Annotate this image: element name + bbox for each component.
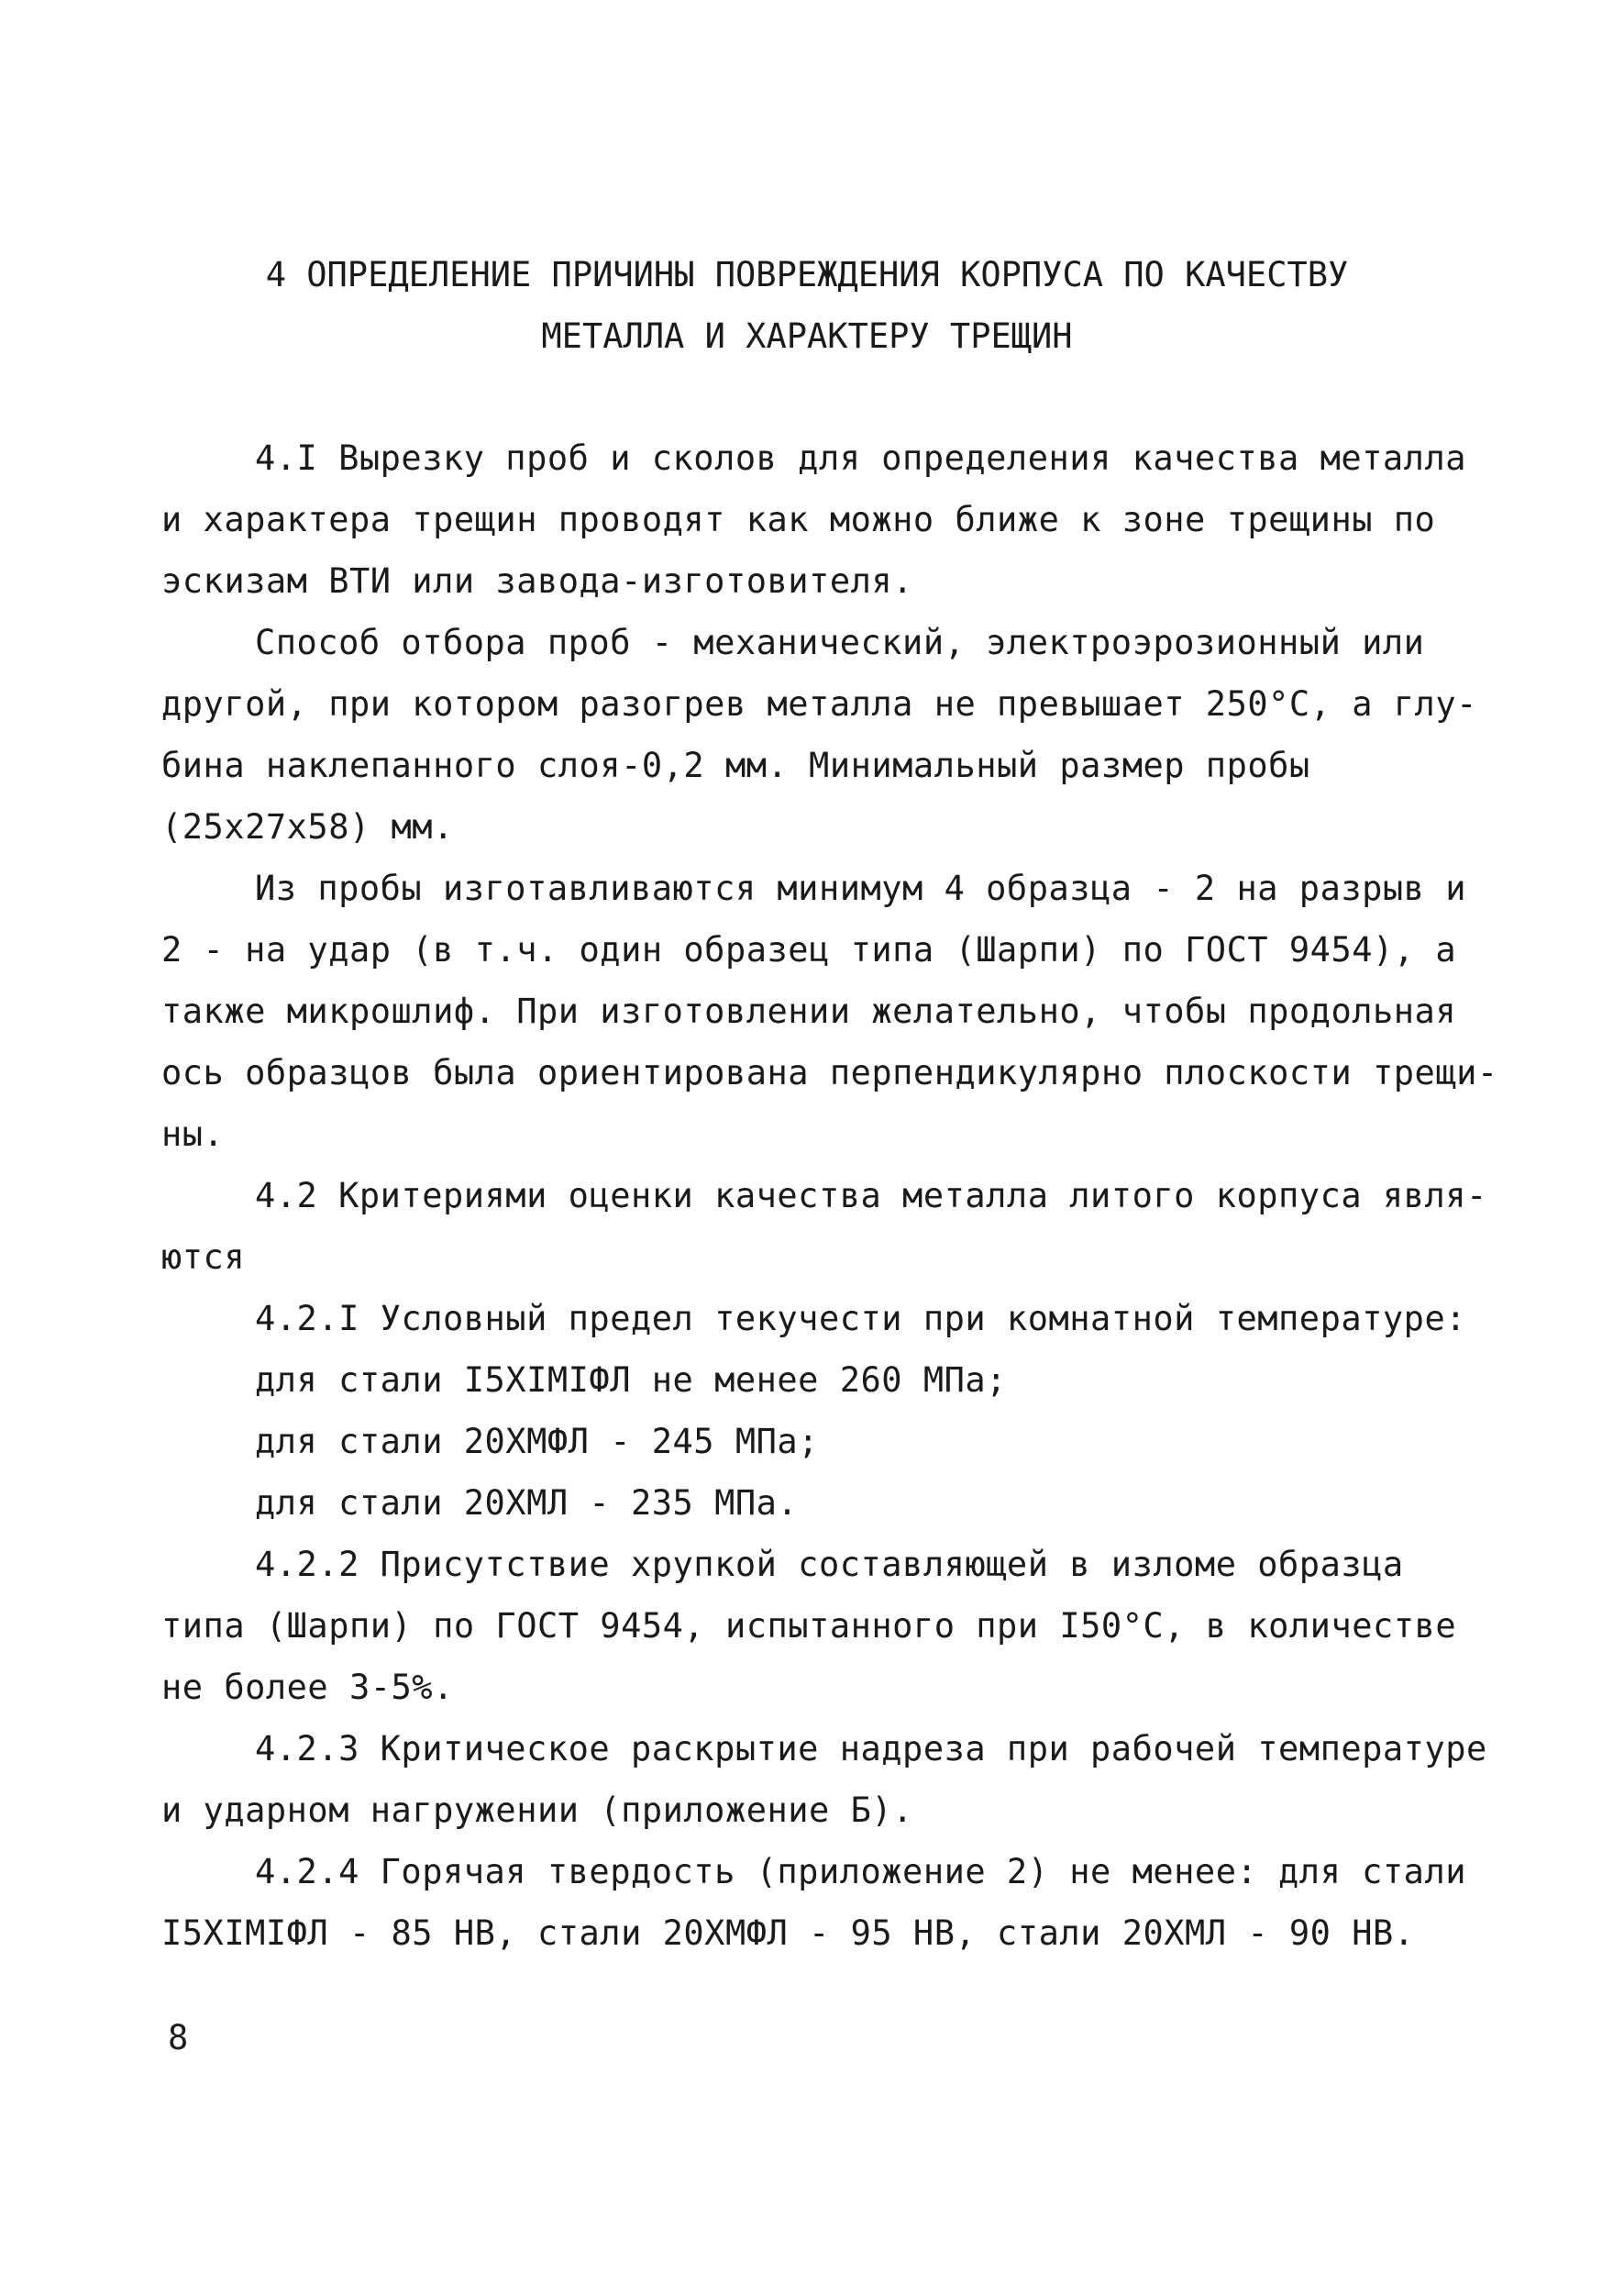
- text-line: 4.2.I Условный предел текучести при комнатной температуре:: [255, 1299, 1467, 1338]
- section-heading-line-2: МЕТАЛЛА И ХАРАКТЕРУ ТРЕЩИН: [541, 316, 1073, 356]
- text-line: 4.2 Критериями оценки качества металла литого корпуса явля-: [255, 1176, 1487, 1215]
- text-line: другой, при котором разогрев металла не превышает 250°С, а глу-: [161, 684, 1477, 724]
- text-line: 4.2.2 Присутствие хрупкой составляющей в изломе образца: [255, 1545, 1404, 1584]
- text-line: для стали I5XIMIФЛ не менее 260 МПа;: [255, 1360, 1007, 1400]
- text-line: Способ отбора проб - механический, электроэрозионный или: [255, 623, 1425, 662]
- text-line: (25x27x58) мм.: [161, 807, 454, 847]
- text-line: и ударном нагружении (приложение Б).: [161, 1791, 913, 1830]
- text-line: ось образцов была ориентирована перпендикулярно плоскости трещи-: [161, 1053, 1498, 1092]
- text-line: типа (Шарпи) по ГОСТ 9454, испытанного при I50°С, в количестве: [161, 1606, 1457, 1646]
- text-line: не более 3-5%.: [161, 1668, 454, 1707]
- text-line: 2 - на удар (в т.ч. один образец типа (Шарпи) по ГОСТ 9454), а: [161, 930, 1457, 970]
- text-line: 4.2.3 Критическое раскрытие надреза при рабочей температуре: [255, 1729, 1487, 1768]
- text-line: I5XIMIФЛ - 85 НВ, стали 20ХМФЛ - 95 НВ, стали 20ХМЛ - 90 НВ.: [161, 1913, 1415, 1953]
- text-line: 4.I Вырезку проб и сколов для определения качества металла: [255, 438, 1467, 478]
- text-line: для стали 20ХМФЛ - 245 МПа;: [255, 1422, 819, 1461]
- text-line: бина наклепанного слоя-0,2 мм. Минимальный размер пробы: [161, 746, 1310, 785]
- text-line: ются: [161, 1237, 246, 1277]
- text-line: и характера трещин проводят как можно ближе к зоне трещины по: [161, 500, 1436, 539]
- text-line: для стали 20ХМЛ - 235 МПа.: [255, 1483, 799, 1523]
- text-line: эскизам ВТИ или завода-изготовителя.: [161, 561, 913, 601]
- text-line: Из пробы изготавливаются минимум 4 образца - 2 на разрыв и: [255, 869, 1467, 908]
- text-line: 4.2.4 Горячая твердость (приложение 2) не менее: для стали: [255, 1852, 1467, 1891]
- page-number: 8: [168, 2018, 189, 2057]
- section-heading-line-1: 4 ОПРЕДЕЛЕНИЕ ПРИЧИНЫ ПОВРЕЖДЕНИЯ КОРПУСА ПО КАЧЕСТВУ: [265, 255, 1349, 294]
- text-line: ны.: [161, 1114, 225, 1154]
- text-line: также микрошлиф. При изготовлении желательно, чтобы продольная: [161, 992, 1457, 1031]
